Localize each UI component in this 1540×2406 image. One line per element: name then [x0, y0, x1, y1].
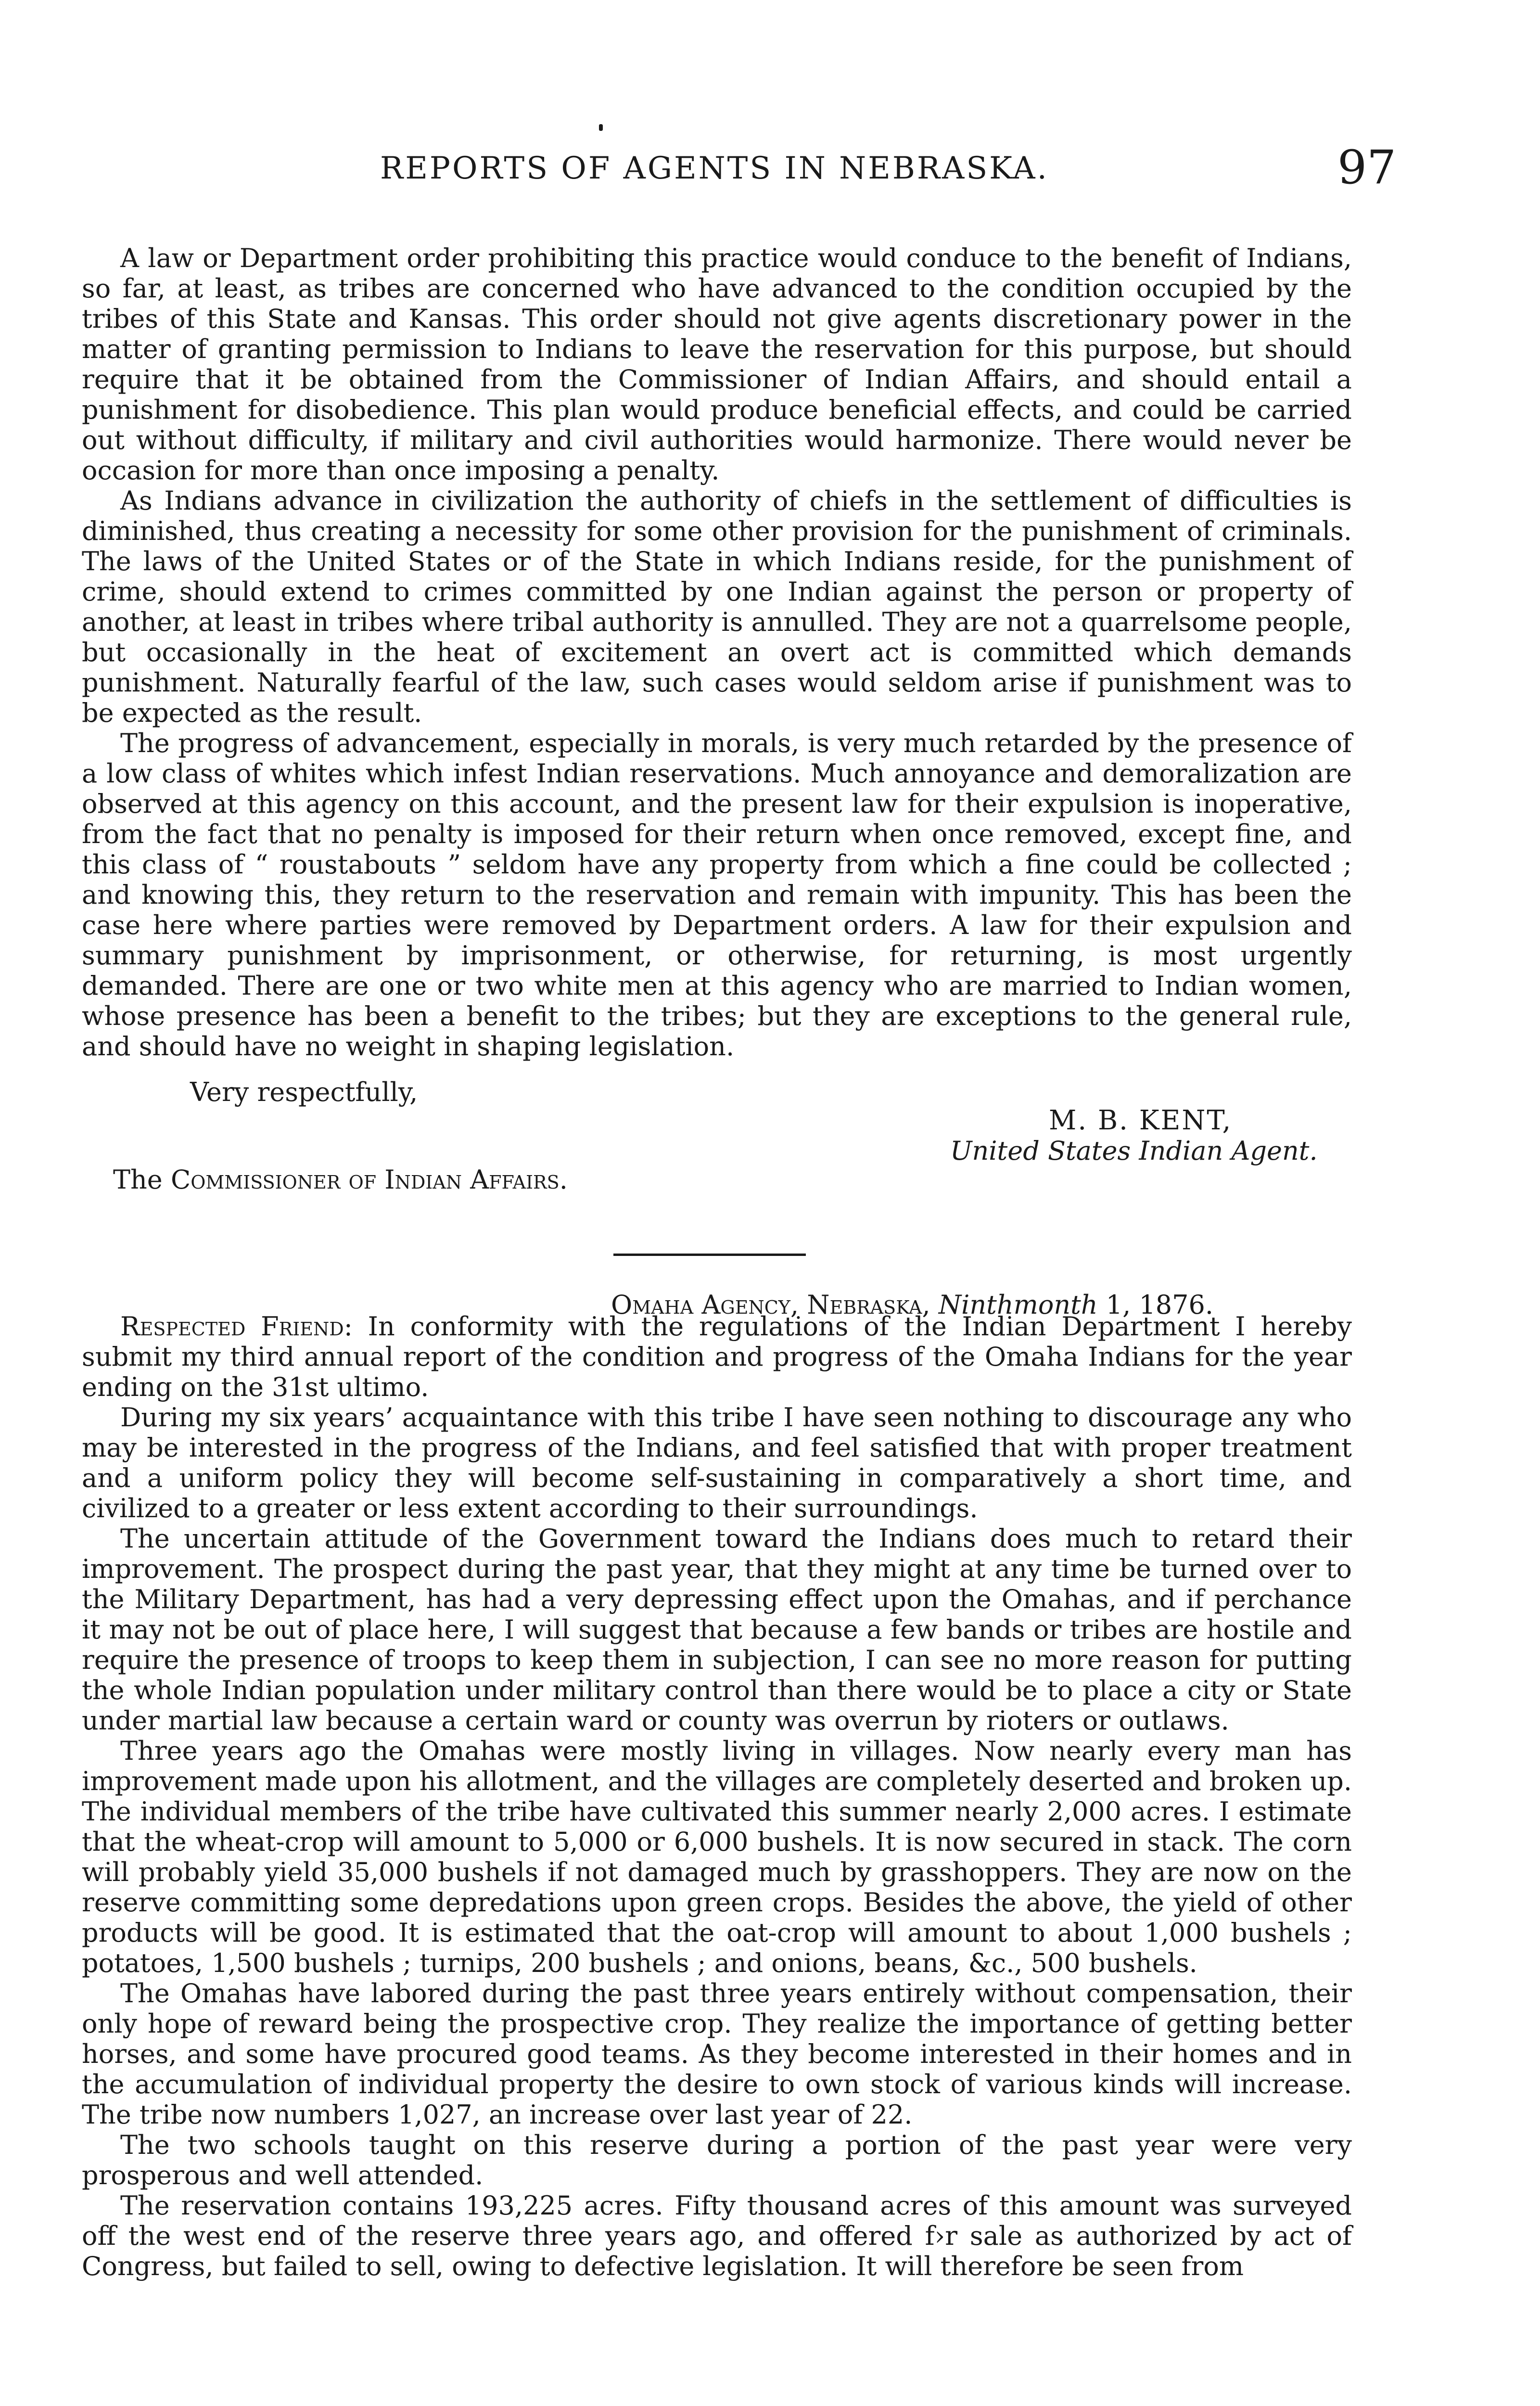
- print-speck: [599, 124, 603, 131]
- closing-salutation: Very respectfully,: [190, 1077, 418, 1107]
- paragraph: The uncertain attitude of the Government toward the Indians does much to retard their improvement. The prospect during the past year, that they might at any time be turned over to the Military Department, has had a very depressing effect upon the Omahas, and if perchance it may not be out of place here, I will suggest that because a few bands or tribes are hostile and require the presence of troops to keep them in subjection, I can see no more reason for putting the whole Indian population under military control than there would be to place a city or State under martial law because a certain ward or county was overrun by rioters or outlaws.: [82, 1523, 1352, 1736]
- signer-title: United States Indian Agent.: [950, 1136, 1318, 1166]
- dateline-date: 1, 1876.: [1106, 1290, 1214, 1320]
- paragraph: The progress of advancement, especially in morals, is very much retarded by the presence of a low class of whites which infest Indian reservations. Much annoyance and demoralization are observed at this agency on this account, and the present law for their expulsion is inoperative, from the fact that no penalty is imposed for their return when once removed, except fine, and this class of “ roustabouts ” seldom have any property from which a fine could be collected ; and knowing this, they return to the reservation and remain with impunity. This has been the case here where parties were removed by Department orders. A law for their expulsion and summary punishment by imprisonment, or otherwise, for returning, is most urgently demanded. There are one or two white men at this agency who are married to Indian women, whose presence has been a benefit to the tribes; but they are exceptions to the general rule, and should have no weight in shaping legislation.: [82, 728, 1352, 1062]
- recipient-line: [113, 1165, 568, 1195]
- page-number: 97: [1337, 141, 1397, 194]
- paragraph: The reservation contains 193,225 acres. Fifty thousand acres of this amount was surveyed off the west end of the reserve three years ago, and offered f›r sale as authorized by act of Congress, but failed to sell, owing to defective legislation. It will therefore be seen from: [82, 2190, 1352, 2281]
- paragraph: During my six years’ acquaintance with this tribe I have seen nothing to discourage any who may be interested in the progress of the Indians, and feel satisfied that with proper treatment and a uniform policy they will become self-sustaining in comparatively a short time, and civilized to a greater or less extent according to their surroundings.: [82, 1402, 1352, 1523]
- paragraph: Three years ago the Omahas were mostly living in villages. Now nearly every man has improvement made upon his allotment, and the villages are completely deserted and broken up. The individual members of the tribe have cultivated this summer nearly 2,000 acres. I estimate that the wheat-crop will amount to 5,000 or 6,000 bushels. It is now secured in stack. The corn will probably yield 35,000 bushels if not damaged much by grasshoppers. They are now on the reserve committing some depredations upon green crops. Besides the above, the yield of other products will be good. It is estimated that the oat-crop will amount to about 1,000 bushels ; potatoes, 1,500 bushels ; turnips, 200 bushels ; and onions, beans, &c., 500 bushels.: [82, 1736, 1352, 1978]
- kent-report-body: [82, 243, 1352, 1062]
- recipient-prefix: The: [113, 1165, 163, 1195]
- opening-paragraph: [82, 1311, 1352, 1402]
- greeting: Respected Friend: [120, 1311, 344, 1342]
- paragraph: A law or Department order prohibiting this practice would conduce to the benefit of Indians, so far, at least, as tribes are concerned who have advanced to the condition occupied by the tribes of this State and Kansas. This order should not give agents discretionary power in the matter of granting permission to Indians to leave the reservation for this purpose, but should require that it be obtained from the Commissioner of Indian Affairs, and should entail a punishment for disobedience. This plan would produce beneficial effects, and could be carried out without difficulty, if military and civil authorities would harmonize. There would never be occasion for more than once imposing a penalty.: [82, 243, 1352, 486]
- dateline-month: Ninthmonth: [938, 1290, 1098, 1320]
- omaha-report-body: [82, 1311, 1352, 2281]
- dateline-place: Omaha Agency, Nebraska,: [611, 1290, 930, 1320]
- signer-name: M. B. KENT,: [1049, 1105, 1233, 1136]
- section-divider: [613, 1254, 806, 1256]
- paragraph: As Indians advance in civilization the authority of chiefs in the settlement of difficulties is diminished, thus creating a necessity for some other provision for the punishment of criminals. The laws of the United States or of the State in which Indians reside, for the punishment of crime, should extend to crimes committed by one Indian against the person or property of another, at least in tribes where tribal authority is annulled. They are not a quarrelsome people, but occasionally in the heat of excitement an overt act is committed which demands punishment. Naturally fearful of the law, such cases would seldom arise if punishment was to be expected as the result.: [82, 486, 1352, 728]
- recipient-title: Commissioner of Indian Affairs.: [170, 1165, 568, 1195]
- paragraph: The Omahas have labored during the past three years entirely without compensation, their only hope of reward being the prospective crop. They realize the importance of getting better horses, and some have procured good teams. As they become interested in their homes and in the accumulation of individual property the desire to own stock of various kinds will increase. The tribe now numbers 1,027, an increase over last year of 22.: [82, 1978, 1352, 2130]
- running-header: REPORTS OF AGENTS IN NEBRASKA.: [380, 151, 1049, 186]
- paragraph: The two schools taught on this reserve during a portion of the past year were very prosperous and well attended.: [82, 2130, 1352, 2190]
- opening-text: : In conformity with the regulations of the Indian Department I hereby submit my third annual report of the condition and progress of the Omaha Indians for the year ending on the 31st ultimo.: [82, 1311, 1352, 1402]
